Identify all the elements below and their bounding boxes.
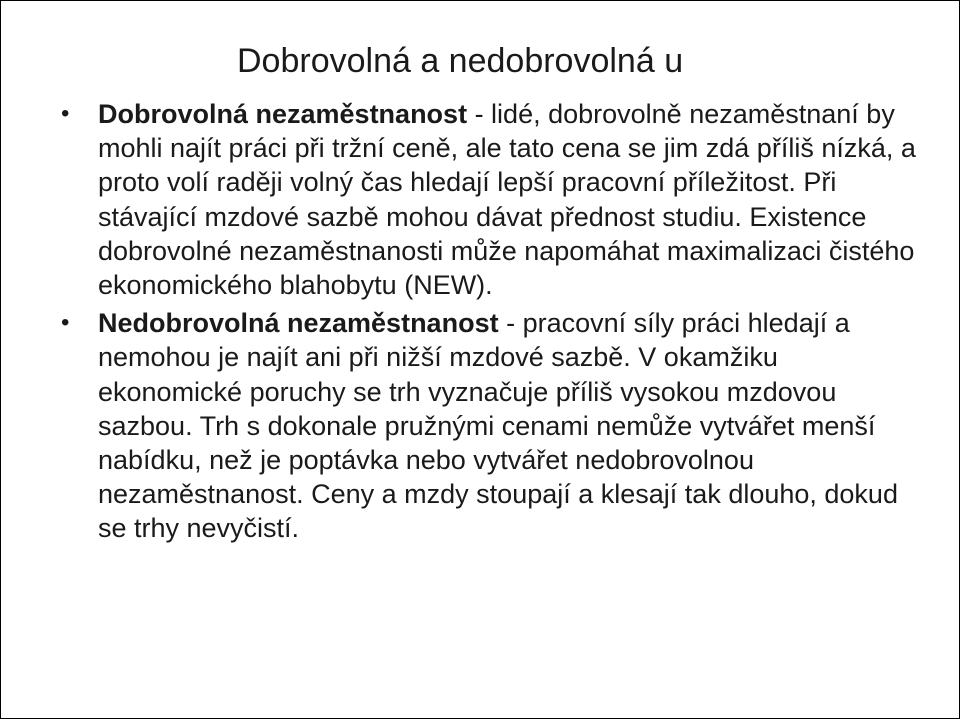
slide-title: Dobrovolná a nedobrovolná u bbox=[237, 42, 684, 80]
bullet-involuntary-unemployment bbox=[57, 306, 917, 545]
bullet-voluntary-unemployment bbox=[57, 97, 917, 302]
bullet-term: Nedobrovolná nezaměstnanost bbox=[98, 308, 499, 339]
bullet-dot-icon: • bbox=[61, 309, 70, 337]
bullet-list bbox=[57, 97, 917, 550]
bullet-text: - pracovní síly práci hledají a nemohou je najít ani při nižší mzdové sazbě. V okamžiku ekonomické poruchy se trh vyznačuje příliš vysokou mzdovou sazbou. Trh s dokonale pružnými cenami nemůže vytvářet menší nabídku, než je poptávka nebo vytvářet nedobrovolnou nezaměstnanost. Ceny a mzdy stoupají a klesají tak dlouho, dokud se trhy nevyčistí. bbox=[98, 308, 898, 544]
bullet-term: Dobrovolná nezaměstnanost bbox=[98, 99, 468, 129]
bullet-text: - lidé, dobrovolně nezaměstnaní by mohli najít práci při tržní ceně, ale tato cena se jim zdá příliš nízká, a proto volí raději volný čas hledají lepší pracovní příležitost. Při stávající mzdové sazbě mohou dávat přednost studiu. Existence dobrovolné nezaměstnanosti může napomáhat maximalizaci čistého ekonomického blahobytu (NEW). bbox=[98, 99, 916, 301]
bullet-dot-icon: • bbox=[61, 100, 70, 127]
